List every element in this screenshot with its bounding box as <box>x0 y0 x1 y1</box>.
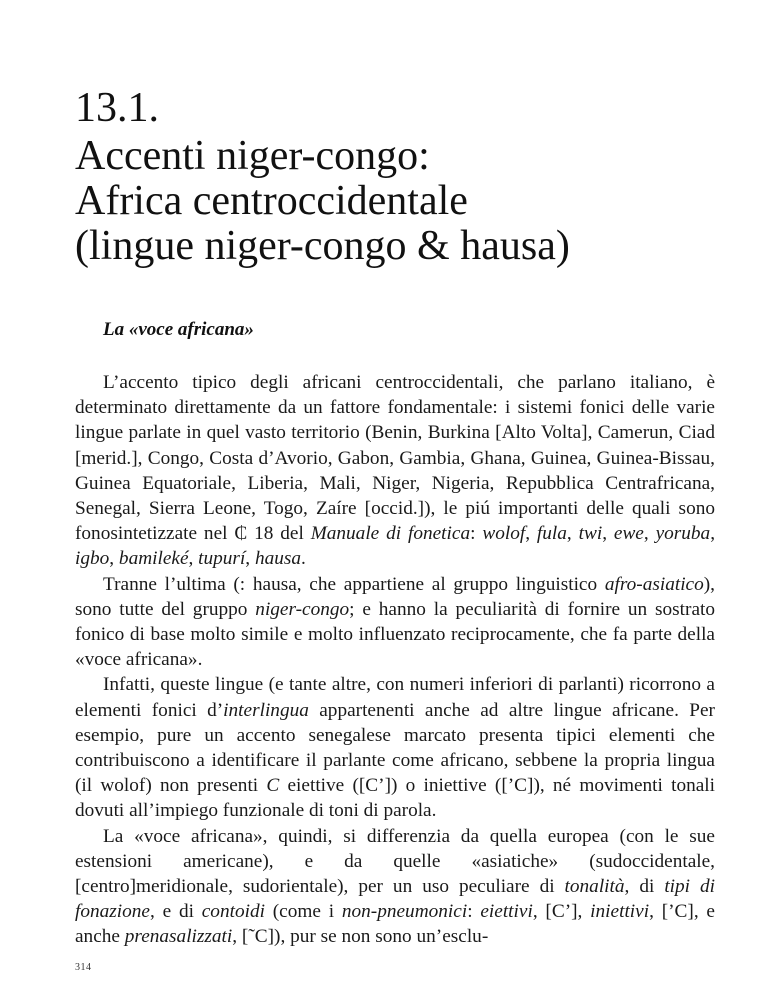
section-heading: La «voce africana» <box>103 319 254 340</box>
paragraph <box>75 572 715 673</box>
italic-text: igbo <box>75 548 110 570</box>
italic-text: prenasalizzati <box>124 926 233 948</box>
italic-text: wolof <box>482 523 526 545</box>
paragraph <box>75 672 715 823</box>
chapter-title-line: Accenti niger-congo: <box>75 133 430 179</box>
italic-text: bamileké <box>118 548 189 570</box>
text-run: , e di <box>149 901 202 923</box>
italic-text: non-pneumonici <box>341 901 468 923</box>
text-run: , [˜C]), pur se non sono un’esclu- <box>232 926 489 948</box>
italic-text: hausa <box>254 548 302 570</box>
chapter-title <box>75 134 715 269</box>
italic-text: contoidi <box>201 901 265 923</box>
text-run: , <box>566 523 579 545</box>
text-run: Infatti, queste lingue (e tante altre, con numeri inferiori di parlanti) ricorrono a elementi fonici d’ <box>75 674 715 721</box>
text-run: , <box>525 523 537 545</box>
page-number: 314 <box>75 962 92 973</box>
body-text <box>75 370 715 950</box>
italic-text: tupurí <box>198 548 246 570</box>
text-run: , [C’], <box>532 901 591 923</box>
italic-text: fula <box>536 523 567 545</box>
italic-text: iniettivi <box>590 901 650 923</box>
italic-text: tonalità <box>564 876 625 898</box>
text-run: , <box>643 523 656 545</box>
chapter-number: 13.1. <box>75 85 159 131</box>
paragraph <box>75 370 715 572</box>
text-run: , di <box>624 876 665 898</box>
italic-text: C <box>266 775 280 797</box>
italic-text: yoruba <box>655 523 711 545</box>
italic-text: eiettivi <box>480 901 533 923</box>
italic-text: tipi di fonazione <box>75 876 715 923</box>
chapter-title-line: (lingue niger-congo & hausa) <box>75 223 570 269</box>
italic-text: twi <box>578 523 603 545</box>
text-run: ; e hanno la peculiarità di fornire un sostrato fonico di base molto simile e molto influenzato reciprocamente, che fa parte della «voce africana». <box>75 598 716 671</box>
text-run: , [’C], e anche <box>75 901 715 948</box>
text-run: , <box>109 548 119 570</box>
text-run: . <box>301 548 306 570</box>
text-run: , <box>602 523 614 545</box>
text-run: , <box>188 548 199 570</box>
text-run: Tranne l’ultima (: hausa, che appartiene al gruppo linguistico <box>103 573 605 595</box>
text-run: appartenenti anche ad altre lingue africane. Per esempio, pure un accento senegalese marcato presenta tipici elementi che contribuiscono a identificare il parlante come africano, sebbene la propria lingua (il wolof) non presenti <box>75 699 715 797</box>
text-run: , <box>245 548 255 570</box>
text-run: La «voce africana», quindi, si differenzia da quella europea (con le sue estensioni americane), e da quelle «asiatiche» (sudoccidentale, [centro]meridionale, sudorientale), per un uso peculiare di <box>75 825 715 898</box>
italic-text: interlingua <box>223 699 309 721</box>
text-run: L’accento tipico degli africani centroccidentali, che parlano italiano, è determinato direttamente da un fattore fondamentale: i sistemi fonici delle varie lingue parlate in quel vasto territorio (Benin, Burkina [Alto Volta], Camerun, Ciad [merid.], Congo, Costa d’Avorio, Gabon, Gambia, Ghana, Guinea, Guinea-Bissau, Guinea Equatoriale, Liberia, Mali, Niger, Nigeria, Repubblica Centrafricana, Senegal, Sierra Leone, Togo, Zaíre [occid.]), le piú importanti delle quali sono fonosintetizzate nel ₵ 18 del <box>75 372 715 545</box>
text-run: , <box>710 523 716 545</box>
text-run: ), sono tutte del gruppo <box>75 573 715 620</box>
text-run: eiettive ([C’]) o iniettive ([’C]), né movimenti tonali dovuti all’impiego funzionale di toni di parola. <box>75 775 716 822</box>
chapter-title-line: Africa centroccidentale <box>75 178 468 224</box>
text-run: : <box>470 523 483 545</box>
text-run: (come i <box>264 901 342 923</box>
italic-text: niger-congo <box>255 598 350 620</box>
italic-text: Manuale di fonetica <box>310 523 471 545</box>
italic-text: afro-asiatico <box>604 573 704 595</box>
text-run: : <box>467 901 481 923</box>
italic-text: ewe <box>613 523 644 545</box>
paragraph <box>75 824 715 950</box>
